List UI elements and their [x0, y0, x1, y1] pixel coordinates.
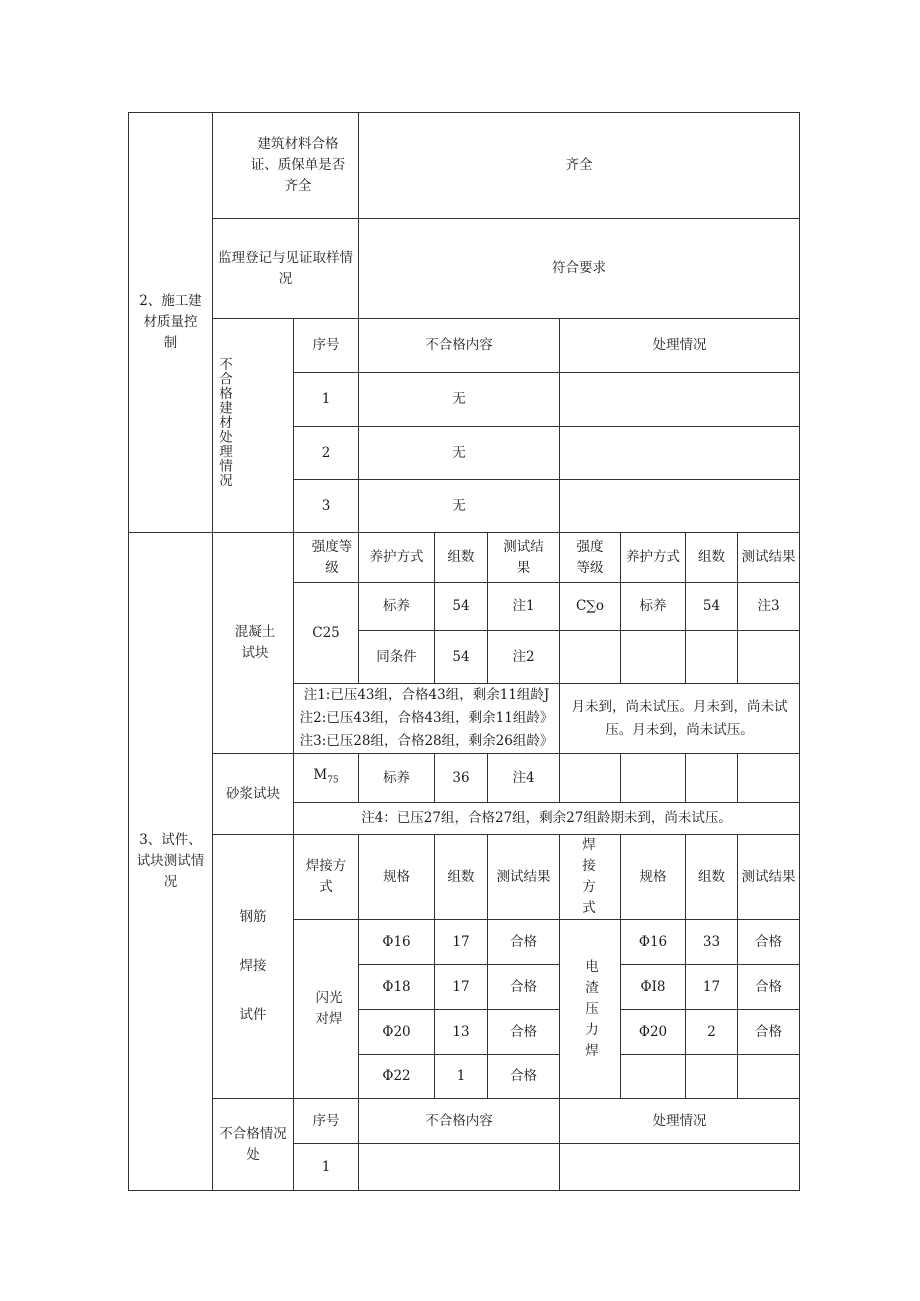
empty-cell — [621, 754, 686, 803]
row-no: 3 — [294, 480, 359, 533]
concrete-header: 养护方式 — [359, 533, 435, 583]
rebar-label-line: 焊接 — [239, 958, 267, 974]
rebar-spec-right: ΦI8 — [621, 965, 686, 1010]
rebar-result: 合格 — [488, 920, 560, 965]
rebar-count: 17 — [435, 920, 488, 965]
empty-cell — [560, 631, 621, 684]
concrete-note-left: 注1:已压43组，合格43组，剩余11组龄J注2:已压43组，合格43组，剩余11组龄》注3:已压28组，合格28组，剩余26组龄》 — [294, 684, 560, 754]
concrete-header: 组数 — [686, 533, 738, 583]
concrete-result: 注2 — [488, 631, 560, 684]
concrete-header: 强度等级 — [294, 533, 359, 583]
rebar-header: 组数 — [435, 835, 488, 920]
row-no: 2 — [294, 427, 359, 480]
row-handling — [560, 480, 800, 533]
section2-title: 2、施工建材质量控制 — [129, 113, 213, 533]
rebar-count-right: 33 — [686, 920, 738, 965]
mortar-grade-sub: 75 — [327, 775, 339, 786]
concrete-header: 组数 — [435, 533, 488, 583]
rebar-header: 规格 — [621, 835, 686, 920]
rebar-method-left: 闪光对焊 — [294, 920, 359, 1099]
rebar-header: 组数 — [686, 835, 738, 920]
nonconform-header-no: 序号 — [294, 1099, 359, 1144]
cert-value: 齐全 — [359, 113, 800, 219]
nonconform-header-content: 不合格内容 — [359, 1099, 560, 1144]
rebar-label — [213, 835, 294, 1099]
quality-table — [128, 112, 800, 1191]
concrete-count: 54 — [435, 583, 488, 631]
rebar-count-right: 17 — [686, 965, 738, 1010]
concrete-grade-right: C∑o — [560, 583, 621, 631]
rebar-spec: Φ20 — [359, 1010, 435, 1055]
concrete-cure-right: 标养 — [621, 583, 686, 631]
empty-cell — [738, 754, 800, 803]
mortar-count: 36 — [435, 754, 488, 803]
empty-cell — [738, 631, 800, 684]
rebar-header: 测试结果 — [488, 835, 560, 920]
concrete-label: 混凝土试块 — [213, 533, 294, 754]
mortar-note: 注4：已压27组，合格27组，剩余27组龄期未到，尚未试压。 — [294, 803, 800, 835]
rebar-spec-right: Φ16 — [621, 920, 686, 965]
nonconform-row-handling — [560, 1144, 800, 1191]
rebar-spec: Φ18 — [359, 965, 435, 1010]
rebar-header: 测试结果 — [738, 835, 800, 920]
rebar-count-right: 2 — [686, 1010, 738, 1055]
empty-cell — [560, 754, 621, 803]
concrete-header: 养护方式 — [621, 533, 686, 583]
concrete-header: 强度等级 — [560, 533, 621, 583]
concrete-note-right: 月未到，尚未试压。月未到，尚未试压。月未到，尚未试压。 — [560, 684, 800, 754]
row-handling — [560, 427, 800, 480]
rebar-result: 合格 — [488, 1010, 560, 1055]
rebar-result-right — [738, 1055, 800, 1099]
header-content: 不合格内容 — [359, 319, 560, 373]
concrete-result-right: 注3 — [738, 583, 800, 631]
rebar-header: 规格 — [359, 835, 435, 920]
header-no: 序号 — [294, 319, 359, 373]
supervise-label: 监理登记与见证取样情况 — [213, 219, 359, 319]
cert-label: 建筑材料合格证、质保单是否齐全 — [213, 113, 359, 219]
concrete-count: 54 — [435, 631, 488, 684]
empty-cell — [686, 631, 738, 684]
header-handling: 处理情况 — [560, 319, 800, 373]
rebar-label-line: 试件 — [239, 1007, 267, 1023]
nonconform-row-no: 1 — [294, 1144, 359, 1191]
rebar-label-line: 钢筋 — [239, 909, 267, 925]
rebar-count-right — [686, 1055, 738, 1099]
mortar-label: 砂浆试块 — [213, 754, 294, 835]
row-content: 无 — [359, 427, 560, 480]
mortar-grade-main: M — [313, 766, 328, 783]
nonconform-material-label-text: 不合格建材处理情况 — [216, 356, 232, 488]
row-handling — [560, 373, 800, 427]
nonconform-material-label — [213, 319, 294, 533]
rebar-result-right: 合格 — [738, 920, 800, 965]
concrete-cure: 同条件 — [359, 631, 435, 684]
row-no: 1 — [294, 373, 359, 427]
concrete-header: 测试结果 — [738, 533, 800, 583]
rebar-result: 合格 — [488, 1055, 560, 1099]
nonconform-header-handling: 处理情况 — [560, 1099, 800, 1144]
row-content: 无 — [359, 373, 560, 427]
rebar-spec-right — [621, 1055, 686, 1099]
rebar-result-right: 合格 — [738, 965, 800, 1010]
rebar-result-right: 合格 — [738, 1010, 800, 1055]
mortar-grade — [294, 754, 359, 803]
row-content: 无 — [359, 480, 560, 533]
rebar-count: 17 — [435, 965, 488, 1010]
rebar-count: 13 — [435, 1010, 488, 1055]
mortar-cure: 标养 — [359, 754, 435, 803]
concrete-cure: 标养 — [359, 583, 435, 631]
concrete-count-right: 54 — [686, 583, 738, 631]
section3-title: 3、试件、试块测试情况 — [129, 533, 213, 1191]
concrete-result: 注1 — [488, 583, 560, 631]
rebar-header: 焊接方式 — [560, 835, 621, 920]
rebar-spec: Φ22 — [359, 1055, 435, 1099]
rebar-spec: Φ16 — [359, 920, 435, 965]
nonconform-label: 不合格情况处 — [213, 1099, 294, 1191]
rebar-count: 1 — [435, 1055, 488, 1099]
rebar-result: 合格 — [488, 965, 560, 1010]
concrete-header: 测试结果 — [488, 533, 560, 583]
rebar-spec-right: Φ20 — [621, 1010, 686, 1055]
supervise-value: 符合要求 — [359, 219, 800, 319]
empty-cell — [686, 754, 738, 803]
rebar-header: 焊接方式 — [294, 835, 359, 920]
concrete-grade-left: C25 — [294, 583, 359, 684]
rebar-method-right: 电渣压力焊 — [560, 920, 621, 1099]
nonconform-row-content — [359, 1144, 560, 1191]
mortar-result: 注4 — [488, 754, 560, 803]
empty-cell — [621, 631, 686, 684]
